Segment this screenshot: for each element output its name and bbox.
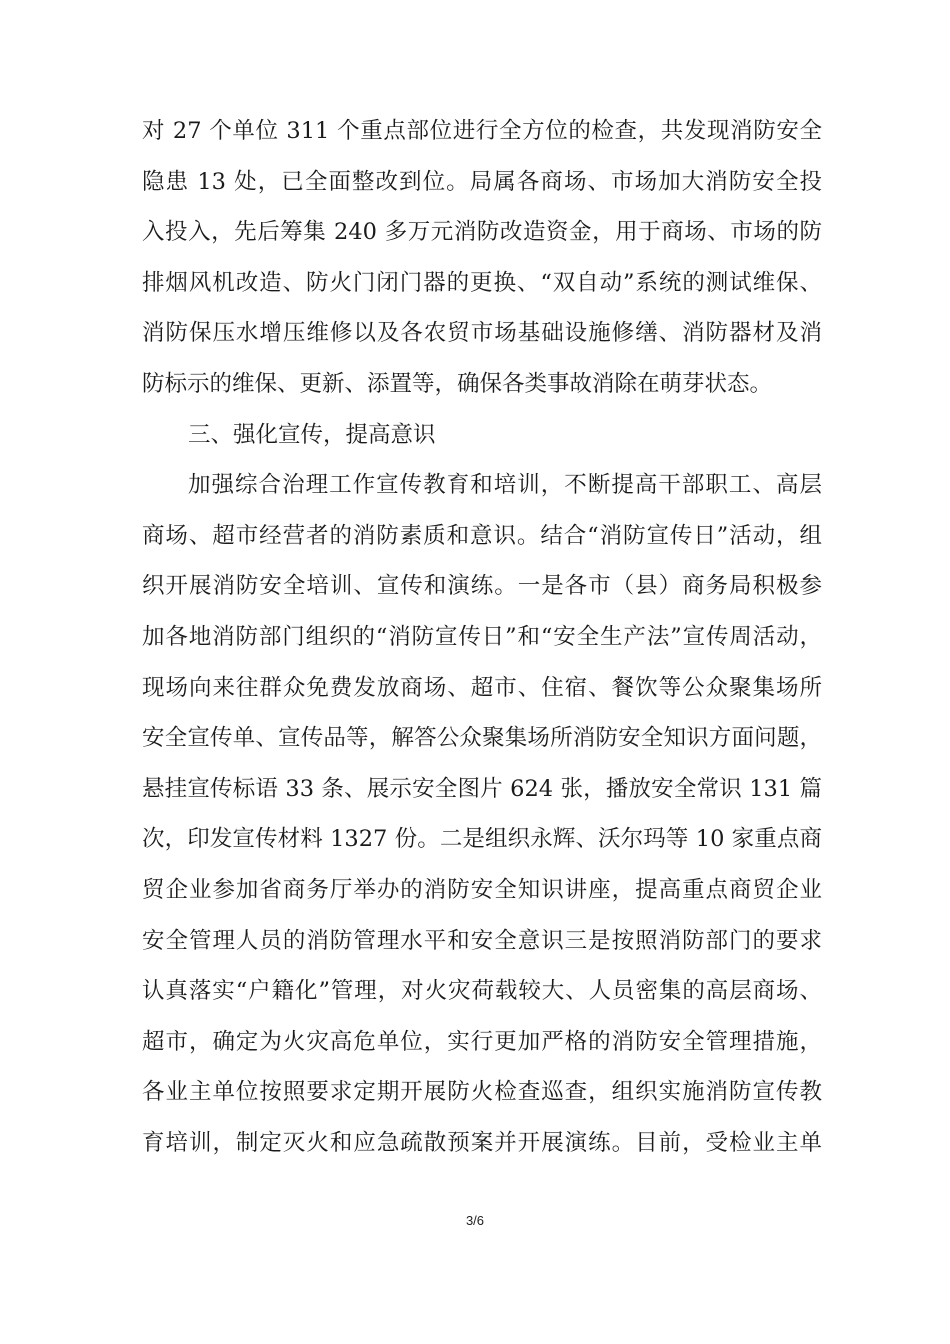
text-line: 贸企业参加省商务厅举办的消防安全知识讲座，提高重点商贸企业 [142, 876, 822, 903]
text-line: 安全宣传单、宣传品等，解答公众聚集场所消防安全知识方面问题， [142, 725, 822, 752]
text-line: 次，印发宣传材料 1327 份。二是组织永辉、沃尔玛等 10 家重点商 [142, 826, 822, 853]
text-line: 织开展消防安全培训、宣传和演练。一是各市（县）商务局积极参 [142, 573, 822, 600]
text-line: 商场、超市经营者的消防素质和意识。结合“消防宣传日”活动，组 [142, 522, 822, 549]
document-body [142, 106, 822, 1168]
text-line: 加各地消防部门组织的“消防宣传日”和“安全生产法”宣传周活动， [142, 623, 822, 650]
text-line: 加强综合治理工作宣传教育和培训，不断提高干部职工、高层 [188, 472, 822, 499]
text-line: 悬挂宣传标语 33 条、展示安全图片 624 张，播放安全常识 131 篇 [142, 775, 822, 802]
text-line: 防标示的维保、更新、添置等，确保各类事故消除在萌芽状态。 [142, 370, 773, 397]
text-line: 认真落实“户籍化”管理，对火灾荷载较大、人员密集的高层商场、 [142, 978, 822, 1005]
text-line: 隐患 13 处，已全面整改到位。局属各商场、市场加大消防安全投 [142, 168, 822, 195]
text-line: 消防保压水增压维修以及各农贸市场基础设施修缮、消防器材及消 [142, 320, 822, 347]
text-line: 对 27 个单位 311 个重点部位进行全方位的检查，共发现消防安全 [142, 118, 822, 144]
text-line: 现场向来往群众免费发放商场、超市、住宿、餐饮等公众聚集场所 [142, 674, 822, 701]
text-line: 安全管理人员的消防管理水平和安全意识三是按照消防部门的要求 [142, 927, 822, 954]
text-line: 超市，确定为火灾高危单位，实行更加严格的消防安全管理措施， [142, 1028, 822, 1055]
text-line: 育培训，制定灭火和应急疏散预案并开展演练。目前，受检业主单 [142, 1129, 822, 1156]
text-line: 各业主单位按照要求定期开展防火检查巡查，组织实施消防宣传教 [142, 1079, 822, 1106]
text-line: 入投入，先后筹集 240 多万元消防改造资金，用于商场、市场的防 [142, 219, 822, 246]
text-line: 排烟风机改造、防火门闭门器的更换、“双自动”系统的测试维保、 [142, 269, 822, 296]
section-heading: 三、强化宣传，提高意识 [188, 421, 436, 448]
page-number: 3/6 [465, 1213, 485, 1228]
